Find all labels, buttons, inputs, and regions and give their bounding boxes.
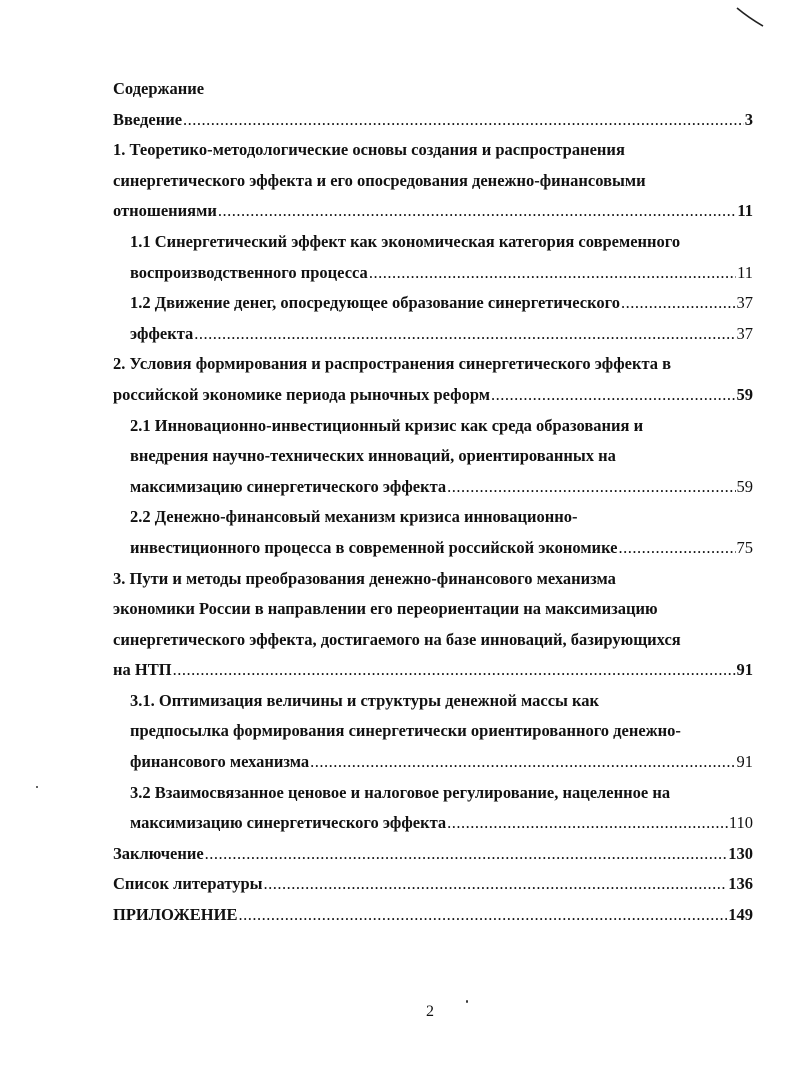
toc-entry-ch3-line[interactable]: синергетического эффекта, достигаемого на базе инноваций, базирующихся [113, 629, 681, 649]
toc-entry-1-2[interactable] [113, 288, 753, 319]
toc-entry-3-1-line[interactable]: предпосылка формирования синергетически ориентированного денежно- [130, 721, 681, 741]
dot-leader [205, 839, 728, 870]
toc-entry-3-2[interactable] [113, 808, 753, 839]
toc-entry-conclusion[interactable] [113, 839, 753, 870]
toc-entry-label: российской экономике периода рыночных реформ [113, 384, 490, 404]
toc-page-number: 37 [736, 323, 753, 343]
dot-leader [447, 472, 735, 503]
toc-entry-references[interactable] [113, 869, 753, 900]
dot-leader [218, 196, 737, 227]
toc-entry-label: Список литературы [113, 874, 263, 894]
toc-entry-2-1-line[interactable]: 2.1 Инновационно-инвестиционный кризис как среда образования и [130, 415, 644, 435]
toc-entry-label: максимизацию синергетического эффекта [130, 476, 447, 496]
toc-page-number: 130 [728, 843, 753, 863]
toc-heading: Содержание [113, 79, 205, 98]
table-of-contents [113, 74, 753, 931]
toc-entry-ch1-line[interactable]: 1. Теоретико-методологические основы создания и распространения [113, 140, 625, 160]
toc-entry-2-1-line[interactable]: внедрения научно-технических инноваций, ориентированных на [130, 446, 616, 466]
toc-entry-label: эффекта [130, 323, 194, 343]
toc-entry-label: Введение [113, 109, 183, 129]
toc-entry-ch3-line[interactable]: экономики России в направлении его переориентации на максимизацию [113, 599, 658, 619]
dot-leader [491, 380, 736, 411]
toc-page-number: 11 [737, 201, 753, 221]
dot-leader [621, 288, 736, 319]
toc-entry-3-1-line[interactable]: 3.1. Оптимизация величины и структуры денежной массы как [130, 690, 600, 710]
dot-leader [447, 808, 728, 839]
toc-page-number: 59 [736, 384, 753, 404]
toc-entry-label: ПРИЛОЖЕНИЕ [113, 905, 238, 925]
dot-leader [183, 105, 744, 136]
page-number: 2 [426, 1003, 434, 1020]
toc-entry-intro[interactable] [113, 105, 753, 136]
toc-page-number: 11 [737, 262, 753, 282]
dot-leader [194, 319, 735, 350]
toc-entry-label: на НТП [113, 660, 172, 680]
toc-page-number: 149 [728, 905, 753, 925]
toc-page-number: 110 [728, 813, 753, 833]
toc-entry-label: воспроизводственного процесса [130, 262, 368, 282]
toc-entry-label: отношениями [113, 201, 217, 221]
toc-page-number: 136 [728, 874, 753, 894]
dot-leader [264, 869, 728, 900]
scan-speck [36, 786, 38, 788]
toc-entry-ch2-line[interactable]: 2. Условия формирования и распространения синергетического эффекта в [113, 354, 672, 374]
pen-mark-icon [735, 6, 765, 32]
toc-page-number: 37 [736, 293, 753, 313]
toc-entry-label: 1.2 Движение денег, опосредующее образование синергетического [130, 293, 620, 313]
toc-entry-1-2-cont[interactable] [113, 319, 753, 350]
toc-entry-1-1[interactable] [113, 258, 753, 289]
dot-leader [369, 258, 736, 289]
dot-leader [618, 533, 735, 564]
toc-entry-label: финансового механизма [130, 752, 310, 772]
dot-leader [310, 747, 735, 778]
toc-entry-ch3-line[interactable]: 3. Пути и методы преобразования денежно-финансового механизма [113, 568, 616, 588]
dot-leader [173, 655, 736, 686]
toc-entry-label: инвестиционного процесса в современной российской экономике [130, 537, 618, 557]
toc-entry-1-1-line[interactable]: 1.1 Синергетический эффект как экономическая категория современного [130, 231, 681, 251]
toc-page-number: 91 [736, 752, 753, 772]
toc-entry-label: максимизацию синергетического эффекта [130, 813, 447, 833]
toc-entry-2-2[interactable] [113, 533, 753, 564]
toc-page-number: 59 [736, 476, 753, 496]
toc-entry-ch2[interactable] [113, 380, 753, 411]
toc-page-number: 91 [736, 660, 753, 680]
toc-entry-ch1[interactable] [113, 196, 753, 227]
toc-entry-3-1[interactable] [113, 747, 753, 778]
toc-entry-label: Заключение [113, 843, 204, 863]
toc-entry-2-1[interactable] [113, 472, 753, 503]
toc-entry-3-2-line[interactable]: 3.2 Взаимосвязанное ценовое и налоговое регулирование, нацеленное на [130, 782, 671, 802]
toc-entry-ch1-line[interactable]: синергетического эффекта и его опосредования денежно-финансовыми [113, 170, 646, 190]
toc-entry-ch3[interactable] [113, 655, 753, 686]
toc-entry-appendix[interactable] [113, 900, 753, 931]
dot-leader [238, 900, 727, 931]
toc-page-number: 3 [744, 109, 753, 129]
toc-entry-2-2-line[interactable]: 2.2 Денежно-финансовый механизм кризиса инновационно- [130, 507, 578, 527]
toc-page-number: 75 [736, 537, 753, 557]
